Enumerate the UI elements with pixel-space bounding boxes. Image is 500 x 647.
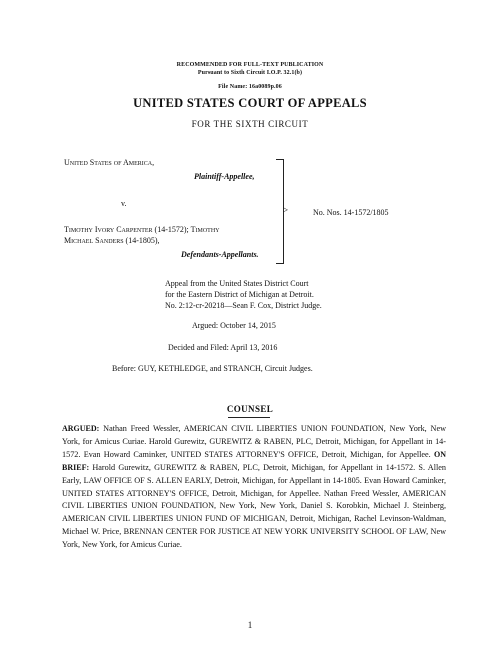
counsel-underline (228, 417, 270, 418)
publication-notice: RECOMMENDED FOR FULL-TEXT PUBLICATION (176, 62, 324, 68)
pursuant-notice: Pursuant to Sixth Circuit I.O.P. 32.1(b) (197, 70, 303, 76)
defendants-line-1: Timothy Ivory Carpenter (14-1572); Timothy (64, 225, 220, 234)
appeal-line-1: Appeal from the United States District Court (165, 279, 309, 288)
argued-date: Argued: October 14, 2015 (192, 321, 276, 330)
decided-date: Decided and Filed: April 13, 2016 (168, 343, 278, 352)
panel-judges: Before: GUY, KETHLEDGE, and STRANCH, Circuit Judges. (112, 364, 313, 373)
court-title: UNITED STATES COURT OF APPEALS (133, 96, 367, 110)
defendants-role: Defendants-Appellants. (181, 250, 259, 259)
counsel-heading: COUNSEL (226, 404, 274, 414)
case-numbers: No. Nos. 14-1572/1805 (313, 208, 389, 217)
plaintiff-name: United States of America, (64, 158, 155, 167)
argued-text: Nathan Freed Wessler, AMERICAN CIVIL LIBERTIES UNION FOUNDATION, New York, New York, for Amicus Curiae. Harold Gurewitz, GUREWITZ & RABEN, PLC, Detroit, Michigan, for Appellant in 14-1572. Evan Howard Caminker, UNITED STATES ATTORNEY'S OFFICE, Detroit, Michigan, for Appellee. (62, 424, 446, 459)
page-number: 1 (247, 620, 253, 630)
appeal-line-3: No. 2:12-cr-20218—Sean F. Cox, District Judge. (165, 301, 322, 310)
caption-bracket-bottom (276, 263, 284, 264)
versus: v. (121, 199, 127, 208)
defendants-line-2: Michael Sanders (14-1805), (64, 236, 160, 245)
file-name: File Name: 16a0089p.06 (218, 84, 282, 90)
counsel-paragraph (62, 423, 446, 552)
circuit-name: FOR THE SIXTH CIRCUIT (191, 119, 309, 129)
caption-bracket-point: > (283, 205, 289, 215)
on-brief-text: Harold Gurewitz, GUREWITZ & RABEN, PLC, Detroit, Michigan, for Appellant in 14-1572. S. Allen Early, LAW OFFICE OF S. ALLEN EARLY, Detroit, Michigan, for Appellant in 14-1805. Evan Howard Caminker, UNITED STATES ATTORNEY'S OFFICE, Detroit, Michigan, for Appellee. Nathan Freed Wessler, AMERICAN CIVIL LIBERTIES UNION FOUNDATION, New York, New York, Daniel S. Korobkin, Michael J. Steinberg, AMERICAN CIVIL LIBERTIES UNION FUND OF MICHIGAN, Detroit, Michigan, Rachel Levinson-Waldman, Michael W. Price, BRENNAN CENTER FOR JUSTICE AT NEW YORK UNIVERSITY SCHOOL OF LAW, New York, New York, for Amicus Curiae. (62, 462, 446, 550)
appeal-line-2: for the Eastern District of Michigan at Detroit. (165, 290, 314, 299)
argued-label: ARGUED: (62, 424, 100, 433)
plaintiff-role: Plaintiff-Appellee, (194, 172, 255, 181)
on-brief-label: ON BRIEF: (62, 449, 446, 472)
